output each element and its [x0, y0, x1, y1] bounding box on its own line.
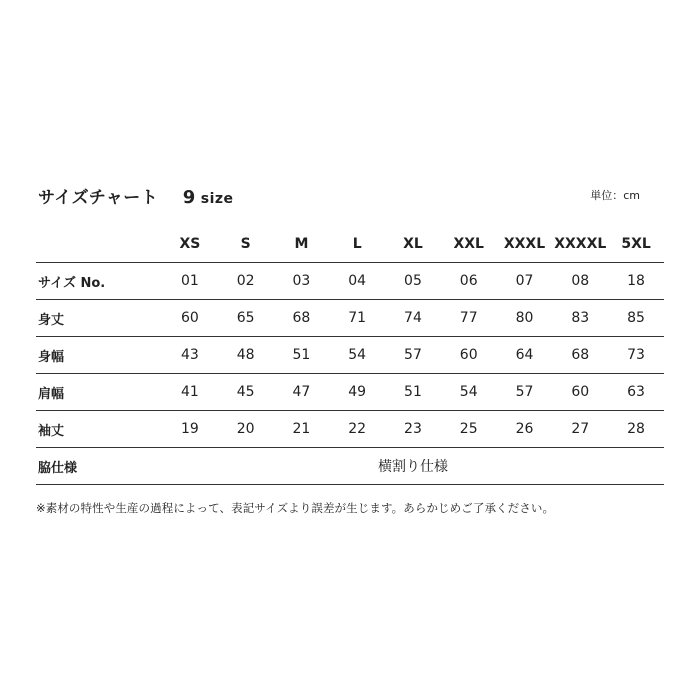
- table-cell: 23: [385, 411, 441, 448]
- table-cell: 85: [608, 300, 664, 337]
- table-cell: 60: [552, 374, 608, 411]
- table-row: [36, 374, 664, 411]
- table-cell: 57: [497, 374, 553, 411]
- column-header-l: L: [329, 226, 385, 263]
- table-cell: 27: [552, 411, 608, 448]
- table-cell: 73: [608, 337, 664, 374]
- title-text: サイズチャート: [38, 188, 159, 208]
- table-cell: 68: [274, 300, 330, 337]
- table-cell: 71: [329, 300, 385, 337]
- row-label: 身丈: [36, 300, 162, 337]
- table-cell: 22: [329, 411, 385, 448]
- column-header-xxl: XXL: [441, 226, 497, 263]
- table-cell: 54: [329, 337, 385, 374]
- table-cell: 51: [385, 374, 441, 411]
- column-header-m: M: [274, 226, 330, 263]
- table-cell: 45: [218, 374, 274, 411]
- table-cell: 03: [274, 263, 330, 300]
- table-cell: 26: [497, 411, 553, 448]
- table-cell: 41: [162, 374, 218, 411]
- table-cell: 68: [552, 337, 608, 374]
- table-cell: 80: [497, 300, 553, 337]
- table-row-side-spec: [36, 448, 664, 485]
- table-cell: 08: [552, 263, 608, 300]
- table-cell: 20: [218, 411, 274, 448]
- table-cell: 57: [385, 337, 441, 374]
- row-label: 身幅: [36, 337, 162, 374]
- table-cell: 05: [385, 263, 441, 300]
- table-cell: 77: [441, 300, 497, 337]
- column-header-xs: XS: [162, 226, 218, 263]
- table-cell: 74: [385, 300, 441, 337]
- table-cell: 65: [218, 300, 274, 337]
- table-cell: 83: [552, 300, 608, 337]
- table-cell: 18: [608, 263, 664, 300]
- table-cell: 48: [218, 337, 274, 374]
- column-header-5xl: 5XL: [608, 226, 664, 263]
- column-header-xxxl: XXXL: [497, 226, 553, 263]
- column-header-s: S: [218, 226, 274, 263]
- column-header-xl: XL: [385, 226, 441, 263]
- table-cell: 43: [162, 337, 218, 374]
- table-cell: 21: [274, 411, 330, 448]
- table-row: [36, 337, 664, 374]
- table-cell: 51: [274, 337, 330, 374]
- column-header-xxxxl: XXXXL: [552, 226, 608, 263]
- table-cell: 49: [329, 374, 385, 411]
- table-cell: 28: [608, 411, 664, 448]
- row-label: 肩幅: [36, 374, 162, 411]
- header-row: [36, 226, 664, 263]
- row-label: 脇仕様: [36, 448, 162, 485]
- table-cell: 64: [497, 337, 553, 374]
- footnote: ※素材の特性や生産の過程によって、表記サイズより誤差が生じます。あらかじめご了承ください。: [36, 501, 555, 515]
- size-table: [36, 226, 664, 485]
- table-cell: 02: [218, 263, 274, 300]
- unit-label: 単位：cm: [590, 189, 640, 202]
- table-cell: 06: [441, 263, 497, 300]
- table-cell: 63: [608, 374, 664, 411]
- size-count: [183, 188, 234, 208]
- table-row: [36, 263, 664, 300]
- table-cell: 25: [441, 411, 497, 448]
- table-cell: 07: [497, 263, 553, 300]
- table-row: [36, 300, 664, 337]
- size-count-unit: size: [200, 191, 234, 207]
- table-cell: 60: [162, 300, 218, 337]
- side-spec-value: 横割り仕様: [162, 448, 664, 485]
- size-count-number: 9: [182, 187, 196, 208]
- page-title: [38, 183, 234, 208]
- row-label: サイズ No.: [36, 263, 162, 300]
- table-row: [36, 411, 664, 448]
- row-label: 袖丈: [36, 411, 162, 448]
- table-cell: 47: [274, 374, 330, 411]
- table-cell: 04: [329, 263, 385, 300]
- table-cell: 19: [162, 411, 218, 448]
- corner-cell: [36, 226, 162, 263]
- table-cell: 60: [441, 337, 497, 374]
- table-cell: 01: [162, 263, 218, 300]
- table-cell: 54: [441, 374, 497, 411]
